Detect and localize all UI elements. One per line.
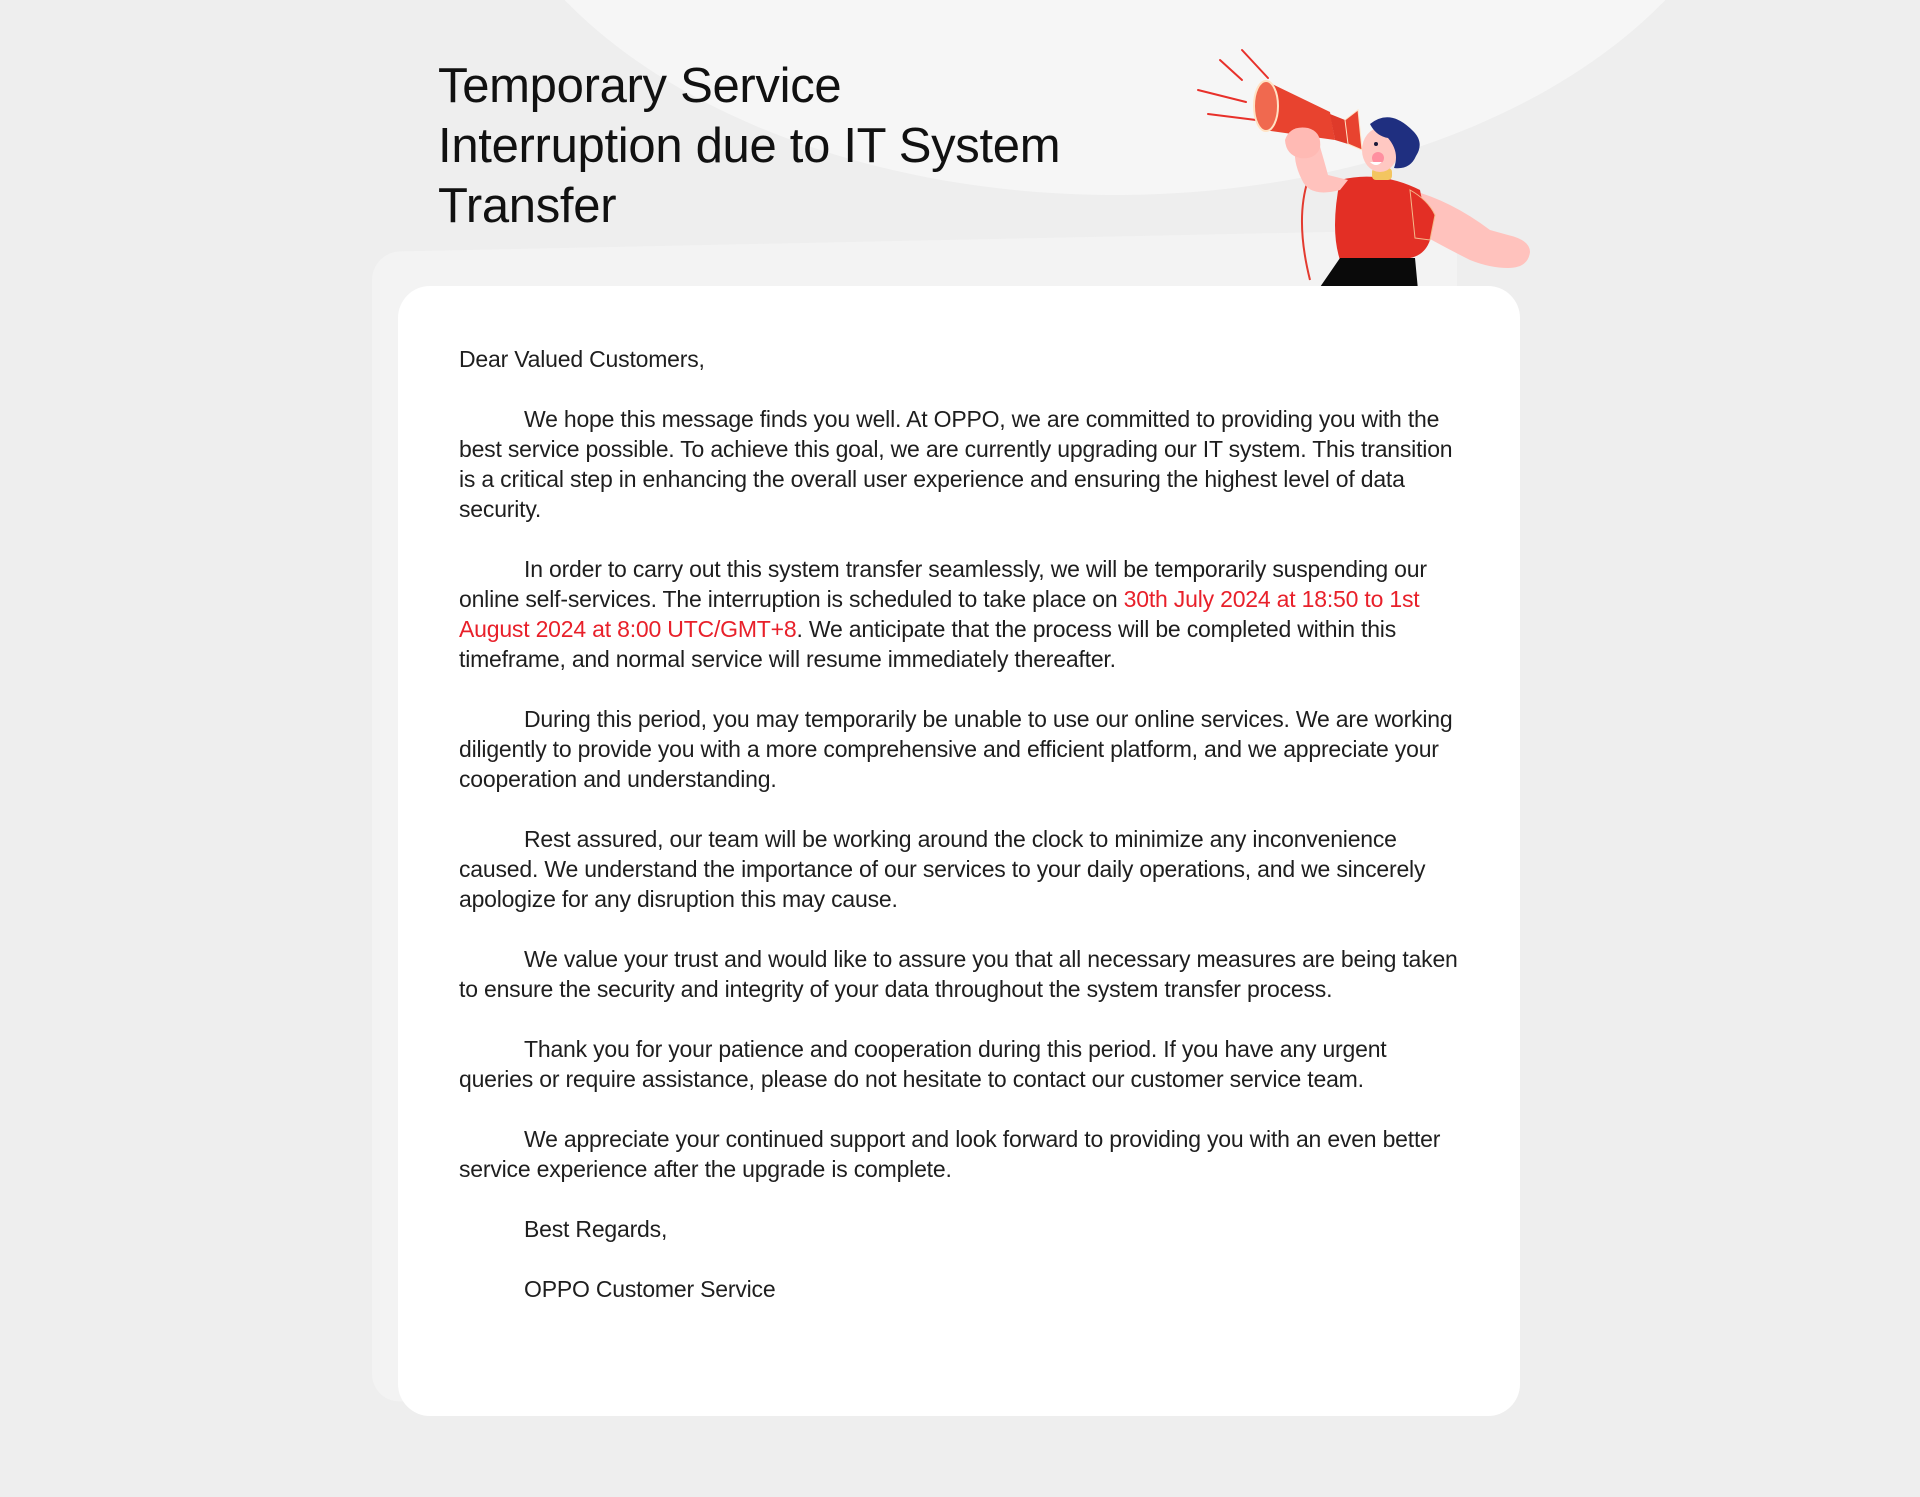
- schedule-text-before: In order to carry out this system transfer seamlessly, we will be temporarily suspending our online self-services. The interruption is scheduled to take place on: [459, 556, 1427, 612]
- closing: Best Regards,: [524, 1216, 668, 1242]
- paragraph-4: Rest assured, our team will be working around the clock to minimize any inconvenience caused. We understand the importance of our services to your daily operations, and we sincerely apologize for any disruption this may cause.: [459, 826, 1426, 912]
- megaphone-person-illustration: [1190, 40, 1540, 290]
- letter-body: [459, 344, 1462, 1304]
- title-line-3: Transfer: [438, 179, 617, 233]
- signature: OPPO Customer Service: [524, 1276, 776, 1302]
- paragraph-2-schedule: [459, 554, 1462, 674]
- paragraph-7: We appreciate your continued support and look forward to providing you with an even better service experience after the upgrade is complete.: [459, 1126, 1441, 1182]
- greeting: Dear Valued Customers,: [459, 346, 705, 372]
- paragraph-1: We hope this message finds you well. At OPPO, we are committed to providing you with the best service possible. To achieve this goal, we are currently upgrading our IT system. This transition is a critical step in enhancing the overall user experience and ensuring the highest level of data security.: [459, 406, 1453, 522]
- paragraph-3: During this period, you may temporarily be unable to use our online services. We are working diligently to provide you with a more comprehensive and efficient platform, and we appreciate your cooperation and understanding.: [459, 706, 1453, 792]
- announcement-card: [398, 286, 1520, 1416]
- page-title: [438, 56, 1138, 236]
- schedule-text-after: . We anticipate that the process will be completed within this timeframe, and normal service will resume immediately thereafter.: [459, 616, 1397, 672]
- schedule-highlight: 30th July 2024 at 18:50 to 1st August 2024 at 8:00 UTC/GMT+8: [459, 586, 1420, 642]
- title-line-2: Interruption due to IT System: [438, 119, 1061, 173]
- paragraph-6: Thank you for your patience and cooperation during this period. If you have any urgent queries or require assistance, please do not hesitate to contact our customer service team.: [459, 1036, 1387, 1092]
- title-line-1: Temporary Service: [438, 59, 842, 113]
- paragraph-5: We value your trust and would like to assure you that all necessary measures are being taken to ensure the security and integrity of your data throughout the system transfer process.: [459, 946, 1458, 1002]
